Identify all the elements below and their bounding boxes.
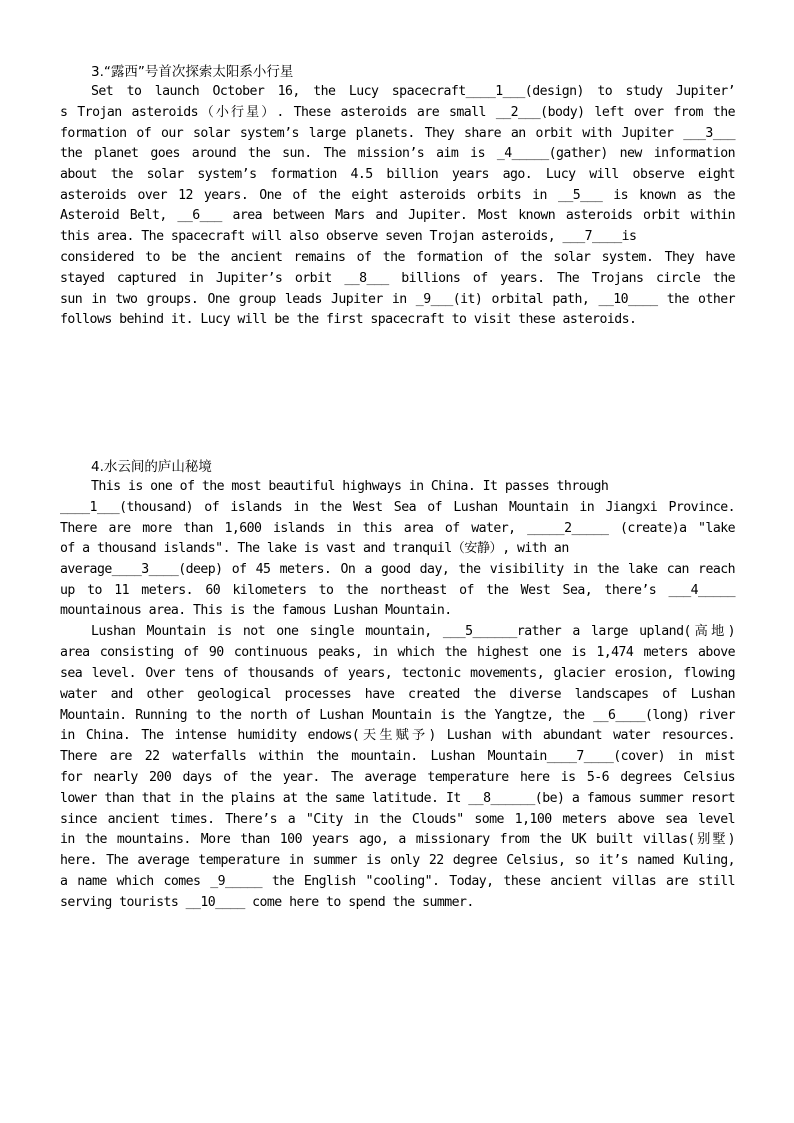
s4-line-11: water and other geological processes have created the diverse landscapes of Lushan <box>60 687 735 702</box>
s3-line-2: s Trojan asteroids（小行星）. These asteroids are small __2___(body) left over from the <box>60 105 735 120</box>
s4-line-2: ____1___(thousand) of islands in the West Sea of Lushan Mountain in Jiangxi Province. <box>60 500 735 515</box>
s4-line-20: a name which comes _9_____ the English "cooling". Today, these ancient villas are still <box>60 874 735 889</box>
s4-line-4: of a thousand islands". The lake is vast and tranquil（安静）, with an <box>60 541 569 556</box>
s4-line-7: mountainous area. This is the famous Lushan Mountain. <box>60 603 452 618</box>
s4-line-1: This is one of the most beautiful highways in China. It passes through <box>91 479 609 494</box>
s4-line-18: in the mountains. More than 100 years ago, a missionary from the UK built villas(别墅) <box>60 832 735 847</box>
s4-line-15: for nearly 200 days of the year. The average temperature here is 5-6 degrees Celsius <box>60 770 735 785</box>
s4-line-21: serving tourists __10____ come here to spend the summer. <box>60 895 474 910</box>
s3-line-1: Set to launch October 16, the Lucy spacecraft____1___(design) to study Jupiter’ <box>91 84 735 99</box>
s4-line-17: since ancient times. There’s a "City in the Clouds" some 1,100 meters above sea level <box>60 812 735 827</box>
s4-line-16: lower than that in the plains at the same latitude. It __8______(be) a famous summer resort <box>60 791 735 806</box>
s3-line-4: the planet goes around the sun. The mission’s aim is _4_____(gather) new information <box>60 146 735 161</box>
s3-line-10: stayed captured in Jupiter’s orbit __8___ billions of years. The Trojans circle the <box>60 271 735 286</box>
s3-line-11: sun in two groups. One group leads Jupiter in _9___(it) orbital path, __10____ the other <box>60 292 735 307</box>
s3-line-3: formation of our solar system’s large planets. They share an orbit with Jupiter ___3___ <box>60 126 735 141</box>
section-3-title: 3.“露西”号首次探索太阳系小行星 <box>91 64 294 80</box>
s4-line-8: Lushan Mountain is not one single mountain, ___5______rather a large upland(高地) <box>91 624 735 639</box>
s3-line-6: asteroids over 12 years. One of the eight asteroids orbits in __5___ is known as the <box>60 188 735 203</box>
s3-line-12: follows behind it. Lucy will be the first spacecraft to visit these asteroids. <box>60 312 637 327</box>
s3-line-9: considered to be the ancient remains of the formation of the solar system. They have <box>60 250 735 265</box>
s4-line-9: area consisting of 90 continuous peaks, in which the highest one is 1,474 meters above <box>60 645 735 660</box>
s4-line-14: There are 22 waterfalls within the mountain. Lushan Mountain____7____(cover) in mist <box>60 749 735 764</box>
s4-line-5: average____3____(deep) of 45 meters. On a good day, the visibility in the lake can reach <box>60 562 735 577</box>
s4-line-19: here. The average temperature in summer is only 22 degree Celsius, so it’s named Kuling, <box>60 853 735 868</box>
s4-line-13: in China. The intense humidity endows(天生赋予) Lushan with abundant water resources. <box>60 728 735 743</box>
s3-line-5: about the solar system’s formation 4.5 billion years ago. Lucy will observe eight <box>60 167 735 182</box>
section-4-title: 4.水云间的庐山秘境 <box>91 459 212 475</box>
s3-line-8: this area. The spacecraft will also observe seven Trojan asteroids, ___7____is <box>60 229 637 244</box>
s4-line-10: sea level. Over tens of thousands of years, tectonic movements, glacier erosion, flowing <box>60 666 735 681</box>
s4-line-12: Mountain. Running to the north of Lushan Mountain is the Yangtze, the __6____(long) river <box>60 708 735 723</box>
s3-line-7: Asteroid Belt, __6___ area between Mars and Jupiter. Most known asteroids orbit within <box>60 208 735 223</box>
s4-line-6: up to 11 meters. 60 kilometers to the northeast of the West Sea, there’s ___4_____ <box>60 583 735 598</box>
s4-line-3: There are more than 1,600 islands in this area of water, _____2_____ (create)a "lake <box>60 521 735 536</box>
